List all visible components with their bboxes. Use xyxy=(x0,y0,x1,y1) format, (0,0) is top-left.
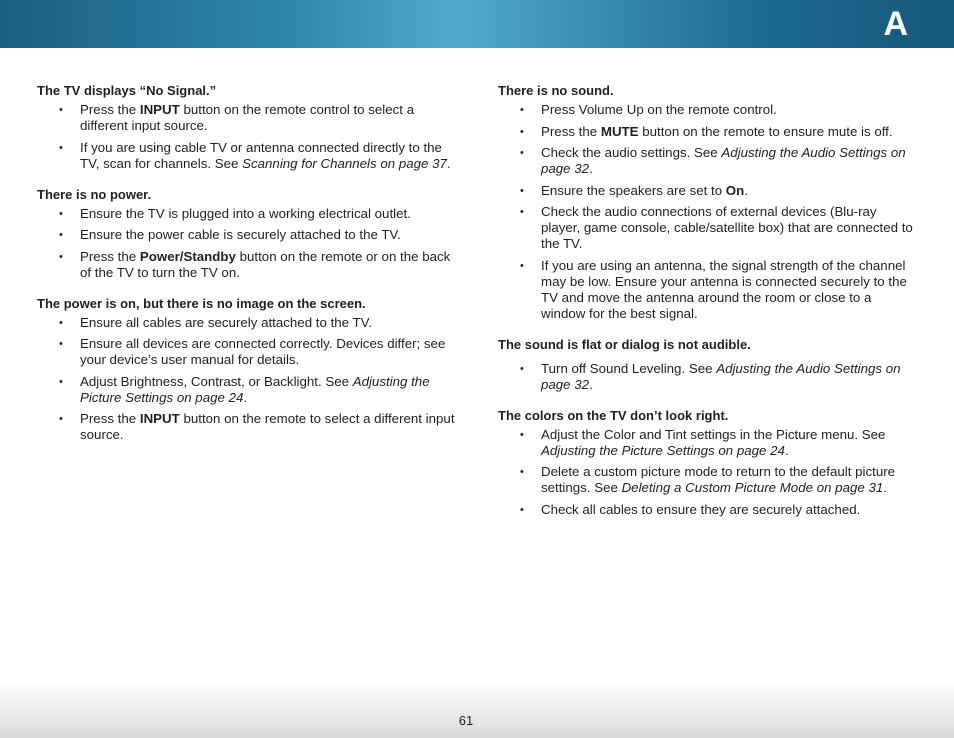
bullet-item xyxy=(498,258,918,322)
text-segment: If you are using an antenna, the signal strength of the channel may be low. Ensure your antenna is connected securely to the TV and move the antenna around the room or close to a window for the best signal. xyxy=(541,257,907,321)
section-heading: The power is on, but there is no image on the screen. xyxy=(37,295,366,311)
cross-reference: Adjusting the Audio Settings on page 32 xyxy=(541,145,906,176)
text-segment: Check all cables to ensure they are securely attached. xyxy=(541,501,861,517)
text-segment: Ensure all cables are securely attached to the TV. xyxy=(80,314,372,330)
text-segment: . xyxy=(589,376,593,392)
troubleshooting-section xyxy=(37,186,457,281)
section-heading: The sound is flat or dialog is not audible. xyxy=(498,336,751,352)
text-segment: Adjust Brightness, Contrast, or Backlight. See xyxy=(80,373,353,389)
bullet-item xyxy=(498,427,918,459)
troubleshooting-section xyxy=(498,82,918,322)
chapter-letter: A xyxy=(883,5,908,43)
text-segment: Press Volume Up on the remote control. xyxy=(541,102,777,117)
bold-term: INPUT xyxy=(139,102,180,117)
bullet-item xyxy=(498,124,918,140)
text-segment: button on the remote control to select a different input source. xyxy=(80,102,415,133)
header-band xyxy=(0,0,954,48)
text-segment: Press the xyxy=(80,411,140,426)
bullet-item xyxy=(37,374,457,406)
text-segment: . xyxy=(589,161,593,176)
text-segment: Ensure the power cable is securely attached to the TV. xyxy=(80,227,401,242)
text-segment: Delete a custom picture mode to return to the default picture settings. See xyxy=(541,464,896,495)
bullet-item xyxy=(37,102,457,134)
bold-term: MUTE xyxy=(600,123,639,139)
section-heading: There is no sound. xyxy=(498,83,614,98)
cross-reference: Adjusting the Picture Settings on page 24 xyxy=(541,442,785,458)
bullet-list xyxy=(498,102,918,322)
bullet-item xyxy=(37,249,457,281)
bullet-item xyxy=(37,336,457,368)
bold-term: On xyxy=(725,182,745,198)
troubleshooting-section xyxy=(37,295,457,444)
text-segment: Press the xyxy=(80,248,140,264)
text-segment: . xyxy=(784,442,789,458)
bullet-item xyxy=(498,102,918,118)
text-segment: . xyxy=(243,389,248,405)
bold-term: INPUT xyxy=(139,411,180,426)
text-segment: Press the xyxy=(541,123,601,139)
left-column xyxy=(37,78,457,457)
bullet-list xyxy=(37,206,457,281)
cross-reference: Deleting a Custom Picture Mode on page 31 xyxy=(621,480,884,495)
troubleshooting-section xyxy=(498,336,918,393)
text-segment: Ensure the TV is plugged into a working electrical outlet. xyxy=(80,205,411,221)
bullet-item xyxy=(498,502,918,518)
troubleshooting-section xyxy=(37,82,457,172)
text-segment: . xyxy=(883,480,887,495)
bullet-item xyxy=(498,183,918,199)
cross-reference: Adjusting the Picture Settings on page 24 xyxy=(80,373,430,405)
text-segment: button on the remote or on the back of the TV to turn the TV on. xyxy=(80,248,451,280)
bullet-item xyxy=(37,227,457,243)
bullet-item xyxy=(37,315,457,331)
section-heading: The TV displays “No Signal.” xyxy=(37,83,217,98)
bullet-list xyxy=(498,361,918,393)
bullet-list xyxy=(37,102,457,172)
section-heading: The colors on the TV don’t look right. xyxy=(498,407,729,423)
text-segment: If you are using cable TV or antenna connected directly to the TV, scan for channels. See xyxy=(80,139,442,171)
text-segment: Press the xyxy=(80,102,140,117)
bullet-item xyxy=(498,464,918,496)
bullet-list xyxy=(498,427,918,518)
text-segment: button on the remote to select a different input source. xyxy=(80,411,455,442)
bullet-item xyxy=(498,361,918,393)
bullet-item xyxy=(498,204,918,252)
bullet-item xyxy=(37,206,457,222)
bullet-item xyxy=(37,140,457,172)
cross-reference: Adjusting the Audio Settings on page 32 xyxy=(541,360,901,392)
text-segment: Adjust the Color and Tint settings in the Picture menu. See xyxy=(541,426,886,442)
text-segment: button on the remote to ensure mute is off. xyxy=(638,123,893,139)
text-segment: . xyxy=(744,182,748,198)
footer-band xyxy=(0,678,954,738)
text-segment: Turn off Sound Leveling. See xyxy=(541,360,717,376)
bullet-list xyxy=(37,315,457,444)
text-segment: Ensure the speakers are set to xyxy=(541,182,726,198)
bullet-item xyxy=(498,145,918,177)
text-segment: Check the audio connections of external devices (Blu-ray player, game console, cable/satellite box) that are connected to the TV. xyxy=(541,204,913,251)
section-heading: There is no power. xyxy=(37,186,152,202)
cross-reference: Scanning for Channels on page 37 xyxy=(242,155,447,171)
troubleshooting-section xyxy=(498,407,918,518)
text-segment: Ensure all devices are connected correctly. Devices differ; see your device’s user manual for details. xyxy=(80,336,446,367)
text-segment: Check the audio settings. See xyxy=(541,145,722,160)
text-segment: . xyxy=(446,155,451,171)
right-column xyxy=(498,78,918,532)
bullet-item xyxy=(37,411,457,443)
page-number: 61 xyxy=(458,713,474,728)
bold-term: Power/Standby xyxy=(139,248,236,264)
